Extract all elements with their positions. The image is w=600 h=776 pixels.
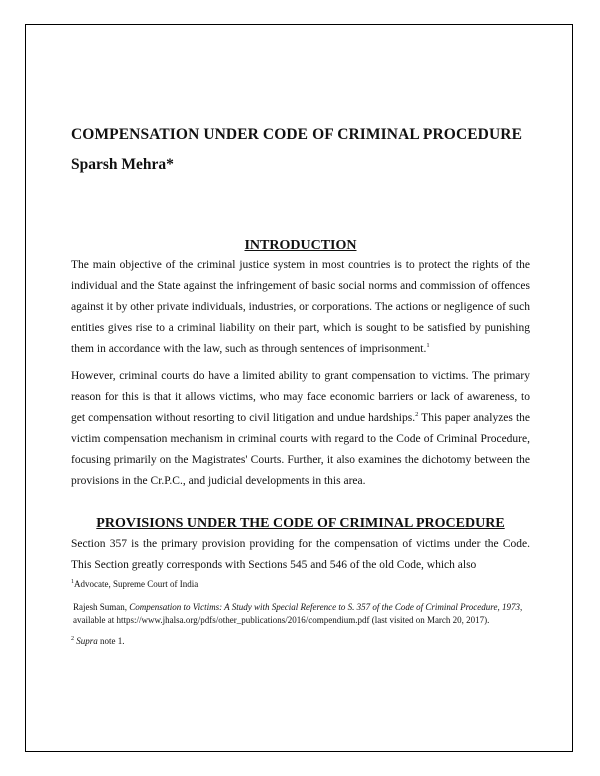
footnote-1 (71, 578, 530, 591)
footnote-2-author: Rajesh Suman, (73, 602, 130, 612)
provisions-heading: PROVISIONS UNDER THE CODE OF CRIMINAL PROCEDURE (96, 516, 505, 531)
intro-paragraph-2-text-b: This paper analyzes the victim compensation mechanism in criminal courts with regard to the Code of Criminal Procedure, focusing primarily on the Magistrates' Courts. Further, it also examines the dichotomy between the provisions in the Cr.P.C., and judicial developments in this area. (71, 412, 530, 487)
intro-paragraph-2-text-a: However, criminal courts do have a limited ability to grant compensation to victims. The primary reason for this is that it allows victims, who may face economic barriers or lack of awareness, to get compensation without resorting to civil litigation and undue hardships. (71, 370, 530, 424)
intro-paragraph-2 (71, 366, 530, 492)
footnote-3-text: note 1. (97, 636, 125, 646)
footnotes (71, 578, 530, 648)
page-content (71, 126, 530, 648)
footnote-1-text: Advocate, Supreme Court of India (74, 579, 199, 589)
intro-paragraph-1 (71, 255, 530, 360)
footnote-2 (71, 601, 530, 627)
provisions-paragraph-1: Section 357 is the primary provision providing for the compensation of victims under the Code. This Section greatly corresponds with Sections 545 and 546 of the old Code, which also (71, 538, 530, 571)
footnote-2-work-title: Compensation to Victims: A Study with Special Reference to S. 357 of the Code of Criminal Procedure, 1973 (129, 602, 520, 612)
footnote-3-supra: Supra (76, 636, 98, 646)
footnote-ref-1: 1 (426, 342, 430, 350)
footnote-1-mark: 1 (71, 579, 74, 585)
footnote-3 (71, 635, 530, 648)
footnote-ref-2: 2 (415, 411, 419, 419)
footnote-3-mark: 2 (71, 636, 74, 642)
author-name: Sparsh Mehra* (71, 156, 174, 173)
document-title: COMPENSATION UNDER CODE OF CRIMINAL PROCEDURE (71, 126, 523, 143)
footnote-2-source: , available at https://www.jhalsa.org/pdfs/other_publications/2016/compendium.pdf (last visited on March 20, 2017). (73, 602, 523, 625)
intro-paragraph-1-text: The main objective of the criminal justice system in most countries is to protect the rights of the individual and the State against the infringement of basic social norms and commission of offences against it by other private individuals, industries, or corporations. The actions or negligence of such entities gives rise to a criminal liability on their part, which is sought to be satisfied by punishing them in accordance with the law, such as through sentences of imprisonment. (71, 259, 530, 355)
introduction-heading: INTRODUCTION (244, 238, 357, 253)
